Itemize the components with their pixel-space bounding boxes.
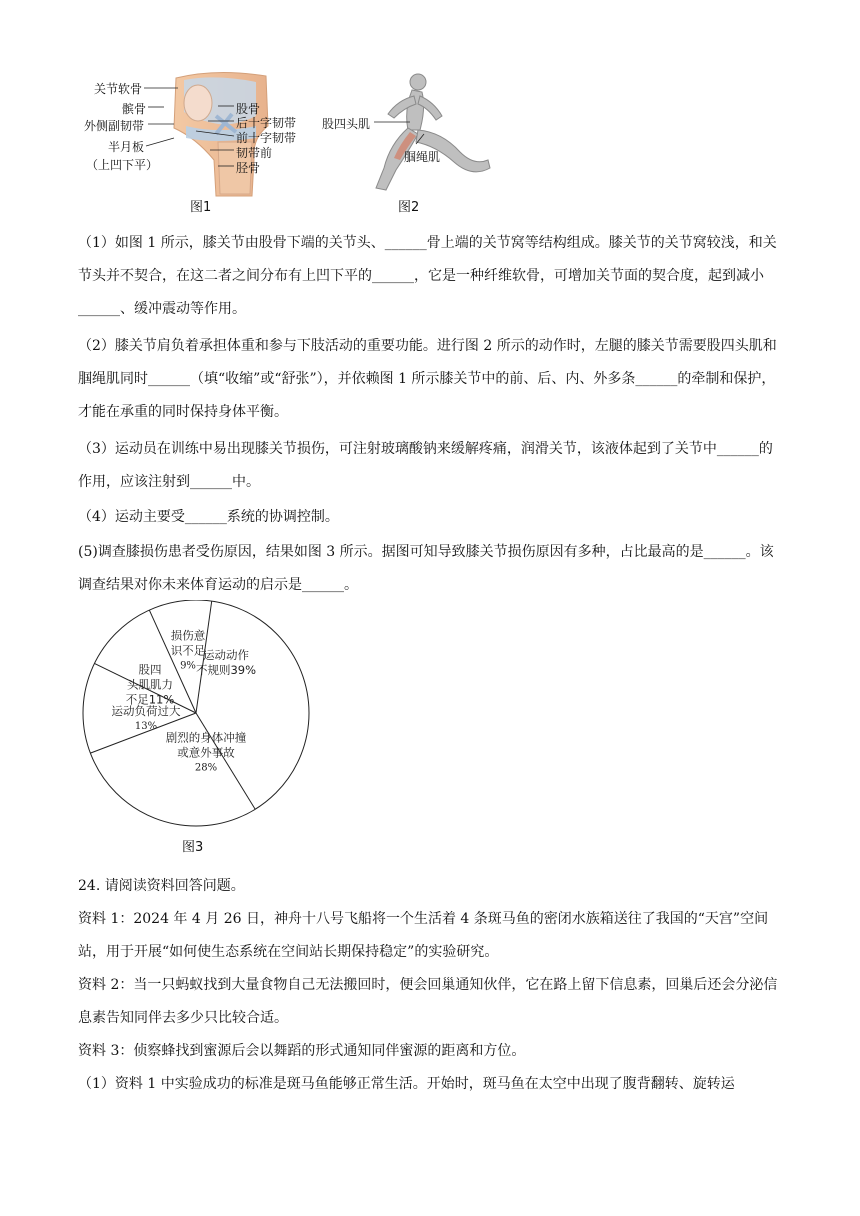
label-meniscus: 半月板 — [108, 140, 145, 154]
label-ligament-front: 韧带前 — [236, 146, 273, 160]
label-patella: 髌骨 — [122, 102, 147, 116]
label-tibia: 胫骨 — [236, 161, 261, 175]
question-4: （4）运动主要受______系统的协调控制。 — [78, 509, 339, 525]
label-femur: 股骨 — [236, 102, 261, 116]
pie-slice-label: 股四 头肌肌力 不足11% — [125, 662, 175, 707]
question-2: （2）膝关节肩负着承担体重和参与下肢活动的重要功能。进行图 2 所示的动作时，左腿的膝关节需要股四头肌和腘绳肌同时______（填“收缩”或“舒张”），并依赖图 1 所示膝关节中的前、后、内、外多条______的牵制和保护，才能在承重的同时保持身体平衡。 — [78, 338, 777, 420]
question-3: （3）运动员在训练中易出现膝关节损伤，可注射玻璃酸钠来缓解疼痛，润滑关节，该液体起到了关节中______的作用，应该注射到______中。 — [78, 441, 773, 490]
question-1: （1）如图 1 所示，膝关节由股骨下端的关节头、______骨上端的关节窝等结构组成。膝关节的关节窝较浅，和关节头并不契合，在这二者之间分布有上凹下平的______，它是一种纤维软骨，可增加关节面的契合度，起到减小______、缓冲震动等作用。 — [78, 235, 777, 317]
figures-1-2 — [78, 60, 508, 220]
figure2-caption: 图2 — [398, 200, 420, 215]
figure2-leader-lines — [78, 60, 508, 190]
q24-material-1: 资料 1：2024 年 4 月 26 日，神舟十八号飞船将一个生活着 4 条斑马鱼的密闭水族箱送往了我国的“天宫”空间站，用于开展“如何使生态系统在空间站长期保持稳定”的实验研究。 — [78, 911, 769, 960]
pie-slice-label: 剧烈的身体冲撞 或意外事故 28% — [165, 730, 247, 774]
pie-slice-label: 运动动作 不规则39% — [195, 648, 257, 677]
label-cartilage: 关节软骨 — [94, 82, 143, 96]
q24-material-2: 资料 2：当一只蚂蚁找到大量食物自己无法搬回时，便会回巢通知伙伴，它在路上留下信息素，回巢后还会分泌信息素告知同伴去多少只比较合适。 — [78, 977, 778, 1026]
figure1-caption: 图1 — [190, 200, 212, 215]
label-quadriceps: 股四头肌 — [322, 117, 371, 131]
pie-slice-label: 损伤意 识不足 9% — [170, 628, 206, 672]
question-5: (5)调查膝损伤患者受伤原因，结果如图 3 所示。据图可知导致膝关节损伤原因有多种，占比最高的是______。该调查结果对你未来体育运动的启示是______。 — [78, 544, 774, 593]
label-hamstring: 腘绳肌 — [404, 150, 441, 164]
label-lateral-ligament: 外侧副韧带 — [84, 119, 145, 133]
figure3-pie-chart — [78, 600, 318, 860]
question-block — [78, 227, 784, 602]
q24-question-1: （1）资料 1 中实验成功的标准是斑马鱼能够正常生活。开始时，斑马鱼在太空中出现了腹背翻转、旋转运 — [78, 1076, 735, 1092]
label-posterior-cruciate: 后十字韧带 — [236, 116, 297, 130]
label-meniscus-note: （上凹下平） — [86, 158, 159, 172]
label-anterior-cruciate: 前十字韧带 — [236, 131, 297, 145]
figure3-caption: 图3 — [182, 840, 204, 855]
q24-material-3: 资料 3：侦察蜂找到蜜源后会以舞蹈的形式通知同伴蜜源的距离和方位。 — [78, 1043, 526, 1059]
pie-slice-label: 运动负荷过大 13% — [111, 704, 181, 732]
q24-heading: 24. 请阅读资料回答问题。 — [78, 878, 245, 894]
question-24-block — [78, 870, 784, 1101]
